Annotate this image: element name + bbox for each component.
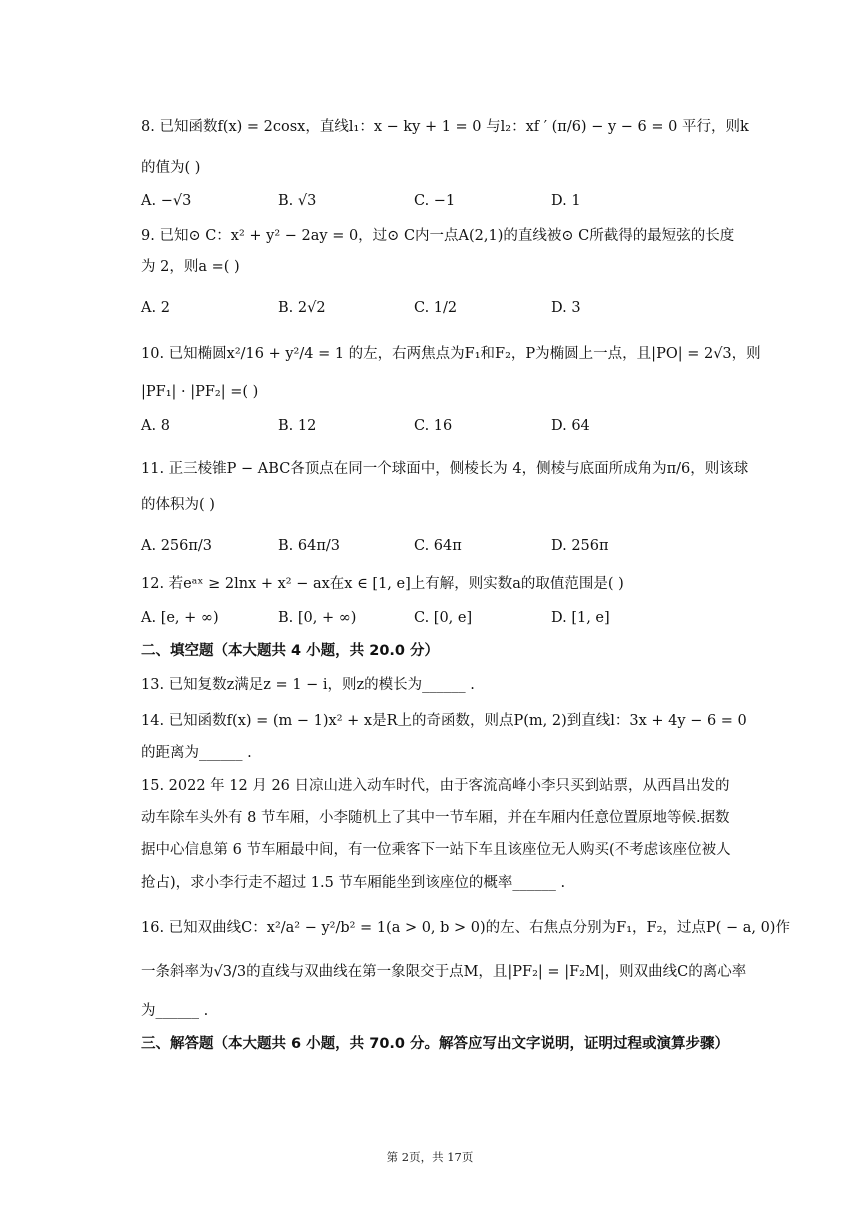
q9-option-a: A. 2 [141, 300, 170, 316]
q10-option-b: B. 12 [278, 418, 317, 434]
q14-line2: 的距离为______ . [141, 745, 252, 761]
q14-line1: 14. 已知函数f(x) = (m − 1)x² + x是R上的奇函数，则点P(m, 2)到直线l：3x + 4y − 6 = 0 [141, 713, 747, 729]
q8-option-c: C. −1 [414, 193, 456, 209]
q9-option-d: D. 3 [551, 300, 581, 316]
section-heading-answer: 三、解答题（本大题共 6 小题，共 70.0 分。解答应写出文字说明，证明过程或演算步骤） [141, 1036, 730, 1052]
q13-line1: 13. 已知复数z满足z = 1 − i，则z的模长为______ . [141, 677, 475, 693]
q11-option-a: A. 256π/3 [141, 538, 213, 554]
q15-line4: 抢占)，求小李行走不超过 1.5 节车厢能坐到该座位的概率______ . [141, 875, 566, 891]
q9-line1: 9. 已知⊙ C：x² + y² − 2ay = 0，过⊙ C内一点A(2,1)的直线被⊙ C所截得的最短弦的长度 [141, 228, 735, 244]
q15-line3: 据中心信息第 6 节车厢最中间，有一位乘客下一站下车且该座位无人购买(不考虑该座位被人 [141, 842, 731, 858]
q12-line1: 12. 若eᵃˣ ≥ 2lnx + x² − ax在x ∈ [1, e]上有解，则实数a的取值范围是( ) [141, 576, 624, 592]
q16-line2: 一条斜率为√3/3的直线与双曲线在第一象限交于点M，且|PF₂| = |F₂M|，则双曲线C的离心率 [141, 964, 747, 980]
q10-line2: |PF₁| · |PF₂| =( ) [141, 384, 259, 400]
q8-line1: 8. 已知函数f(x) = 2cosx，直线l₁：x − ky + 1 = 0 与l₂：xf ′ (π/6) − y − 6 = 0 平行，则k [141, 119, 749, 135]
section-heading-fill-in: 二、填空题（本大题共 4 小题，共 20.0 分） [141, 643, 440, 659]
q10-option-a: A. 8 [141, 418, 170, 434]
q9-option-b: B. 2√2 [278, 300, 326, 316]
q15-line2: 动车除车头外有 8 节车厢，小李随机上了其中一节车厢，并在车厢内任意位置原地等候.据数 [141, 810, 730, 826]
q8-option-d: D. 1 [551, 193, 581, 209]
q8-line2: 的值为( ) [141, 160, 201, 176]
q11-line2: 的体积为( ) [141, 497, 215, 513]
q12-option-d: D. [1, e] [551, 610, 610, 626]
q9-option-c: C. 1/2 [414, 300, 458, 316]
q12-option-a: A. [e, + ∞) [141, 610, 219, 626]
q12-option-c: C. [0, e] [414, 610, 473, 626]
q11-option-c: C. 64π [414, 538, 462, 554]
q11-option-b: B. 64π/3 [278, 538, 340, 554]
q12-option-b: B. [0, + ∞) [278, 610, 357, 626]
q8-option-b: B. √3 [278, 193, 317, 209]
page-footer: 第 2页，共 17页 [386, 1150, 474, 1164]
q10-option-d: D. 64 [551, 418, 590, 434]
q16-line3: 为______ . [141, 1003, 209, 1019]
q16-line1: 16. 已知双曲线C：x²/a² − y²/b² = 1(a > 0, b > 0)的左、右焦点分别为F₁，F₂，过点P( − a, 0)作 [141, 920, 790, 936]
q10-option-c: C. 16 [414, 418, 453, 434]
q10-line1: 10. 已知椭圆x²/16 + y²/4 = 1 的左，右两焦点为F₁和F₂，P为椭圆上一点，且|PO| = 2√3，则 [141, 346, 761, 362]
q9-line2: 为 2，则a =( ) [141, 259, 240, 275]
q8-option-a: A. −√3 [141, 193, 192, 209]
q11-option-d: D. 256π [551, 538, 609, 554]
q15-line1: 15. 2022 年 12 月 26 日凉山进入动车时代，由于客流高峰小李只买到站票，从西昌出发的 [141, 778, 730, 794]
q11-line1: 11. 正三棱锥P − ABC各顶点在同一个球面中，侧棱长为 4，侧棱与底面所成角为π/6，则该球 [141, 461, 749, 477]
